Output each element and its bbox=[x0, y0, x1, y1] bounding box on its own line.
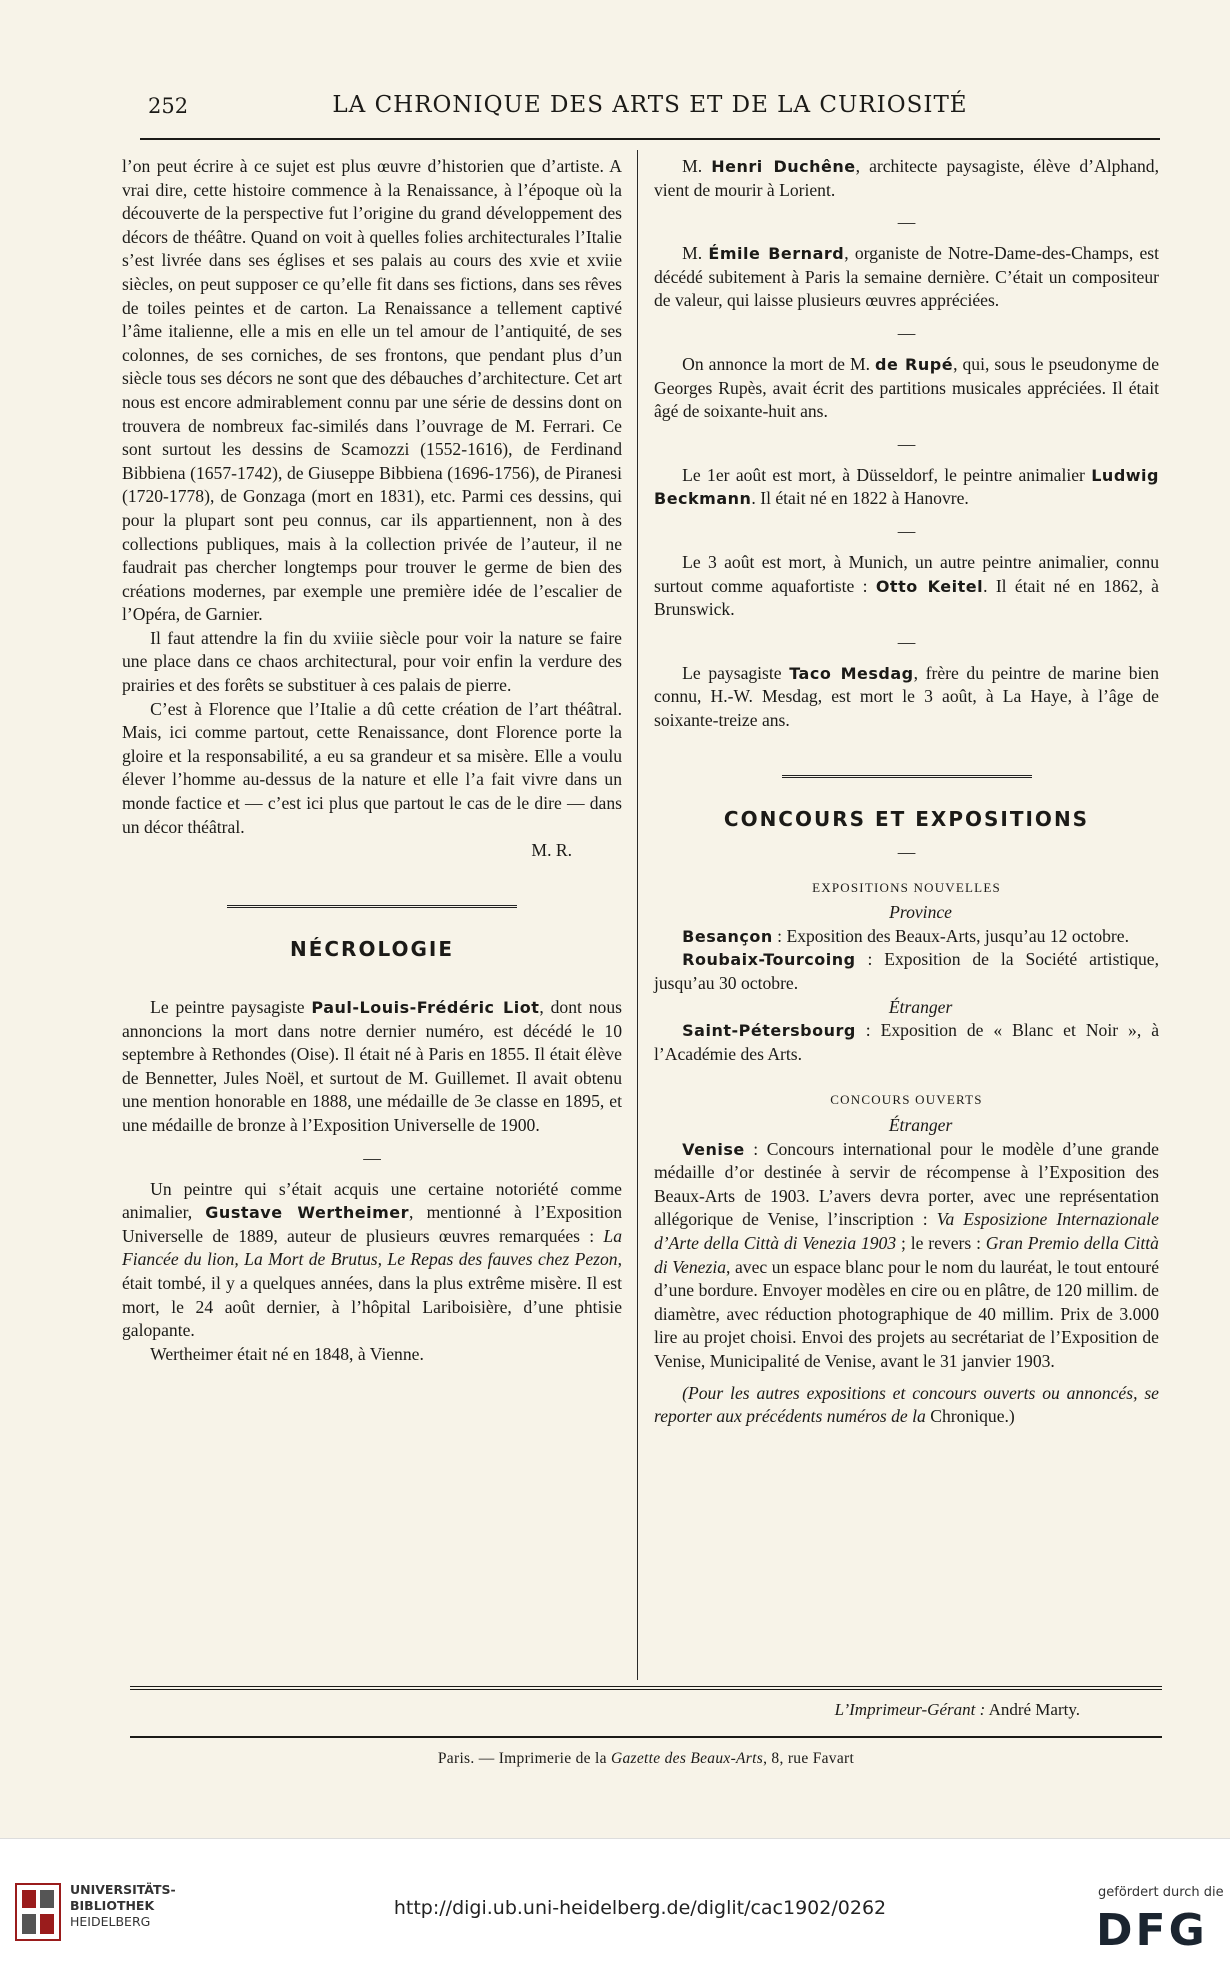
inscription-text: Va Esposizione Internazionale d’Arte della Città di Venezia 1903 bbox=[654, 1209, 1159, 1253]
dfg-logo: DFG bbox=[1096, 1905, 1208, 1956]
ornament-divider bbox=[122, 891, 622, 915]
person-name: Ludwig Beckmann bbox=[654, 465, 1159, 509]
editorial-note: (Pour les autres expositions et concours ouverts ou annoncés, se reporter aux précédents numéros de la Chronique.) bbox=[654, 1382, 1159, 1427]
column-divider bbox=[637, 150, 638, 1680]
obituary-paragraph: Le paysagiste Taco Mesdag, frère du peintre de marine bien connu, H.-W. Mesdag, est mort le 3 août, à La Haye, à l’âge de soixante-treize ans. bbox=[654, 662, 1159, 730]
subheading-etranger: Étranger bbox=[888, 1115, 953, 1136]
imprimeur-line: L’Imprimeur-Gérant : André Marty. bbox=[834, 1700, 1080, 1719]
subheading-concours-ouverts: CONCOURS OUVERTS bbox=[830, 1092, 983, 1108]
person-name: de Rupé bbox=[875, 354, 954, 374]
subheading-expositions: EXPOSITIONS NOUVELLES bbox=[812, 879, 1001, 895]
closing-rule bbox=[130, 1686, 1162, 1690]
obituary-paragraph: Le 1er août est mort, à Düsseldorf, le peintre animalier Ludwig Beckmann. Il était né en 1822 à Hanovre. bbox=[654, 464, 1159, 509]
reverse-text: Gran Premio della Città di Venezia bbox=[654, 1233, 1159, 1277]
subheading-province: Province bbox=[889, 902, 952, 923]
journal-title: LA CHRONIQUE DES ARTS ET DE LA CURIOSITÉ bbox=[332, 92, 968, 118]
header-rule bbox=[140, 138, 1160, 140]
dash-separator: — bbox=[897, 520, 916, 541]
obituary-paragraph: On annonce la mort de M. de Rupé, qui, sous le pseudonyme de Georges Rupès, avait écrit des partitions musicales appréciées. Il était âgé de soixante-huit ans. bbox=[654, 353, 1160, 422]
obituary-paragraph: Wertheimer était né en 1848, à Vienne. bbox=[150, 1343, 424, 1364]
person-name: Henri Duchêne bbox=[711, 157, 856, 176]
left-column bbox=[122, 155, 622, 1366]
article-signature: M. R. bbox=[531, 840, 572, 861]
person-name: Taco Mesdag bbox=[789, 663, 914, 683]
obituary-paragraph: Le peintre paysagiste Paul-Louis-Frédéric Liot, dont nous annoncions la mort dans notre dernier numéro, est décédé le 10 septembre à Rethondes (Oise). Il était né à Paris en 1855. Il était élève de Bennetter, Jules Noël, et surtout de M. Guillemet. Il avait obtenu une mention honorable en 1888, une médaille de 3e classe en 1895, et une médaille de bronze à l’Exposition Universelle de 1900. bbox=[122, 997, 622, 1135]
article-paragraph: C’est à Florence que l’Italie a dû cette création de l’art théâtral. Mais, ici comme partout, cette Renaissance, dont Florence porte la gloire et la responsabilité, a eu sa grandeur et sa misère. Elle a voulu élever l’homme au-dessus de la nature et elle l’a fait vivre dans un monde factice et — c’est ici plus que partout le cas de le dire — dans un décor théâtral. bbox=[122, 698, 622, 837]
section-heading-concours: CONCOURS ET EXPOSITIONS bbox=[723, 807, 1090, 832]
printer-footer: Paris. — Imprimerie de la Gazette des Beaux-Arts, 8, rue Favart bbox=[437, 1750, 855, 1767]
ornament-divider bbox=[654, 761, 1159, 785]
permalink-url[interactable]: http://digi.ub.uni-heidelberg.de/diglit/cac1902/0262 bbox=[393, 1897, 887, 1919]
article-paragraph: l’on peut écrire à ce sujet est plus œuvre d’historien que d’artiste. A vrai dire, cette histoire commence à la Renaissance, à l’époque où la découverte de la perspective fut l’origine du grand développement des décors de théâtre. Quand on voit à quelles folies architecturales l’Italie s’est livrée dans ses églises et ses palais au cours des xvie et xviie siècles, on peut supposer ce qu’elle fit dans ses fictions, dans ses rêves de toiles peintes et de carton. La Renaissance a tellement captivé l’âme italienne, elle a mis en elle un tel amour de l’antiquité, de ses colonnes, de ses corniches, de ses frontons, que pendant plus d’un siècle tous ses décors ne sont que des débauches d’architecture. Cet art nous est encore admirablement connu par une série de dessins dont on trouvera de nombreux fac-similés dans l’ouvrage de M. Ferrari. Ce sont surtout les dessins de Scamozzi (1552-1616), de Ferdinand Bibbiena (1657-1742), de Giuseppe Bibbiena (1696-1756), de Piranesi (1720-1778), de Gonzaga (mort en 1831), etc. Parmi ces dessins, qui pour la plupart sont peu connus, car ils appartiennent, non à des collections publiques, mais à la collection privée de l’auteur, il ne faudrait pas chercher longtemps pour trouver le germe de bien des créations modernes, par exemple une première idée de l’escalier de l’Opéra, de Garnier. bbox=[122, 156, 622, 625]
person-name: Émile Bernard bbox=[708, 244, 845, 264]
city-name: Roubaix-Tourcoing bbox=[682, 950, 856, 970]
obituary-paragraph: M. Henri Duchêne, architecte paysagiste, élève d’Alphand, vient de mourir à Lorient. bbox=[654, 156, 1159, 200]
page-header bbox=[140, 92, 1160, 126]
city-name: Besançon bbox=[682, 926, 773, 946]
obituary-paragraph: Le 3 août est mort, à Munich, un autre peintre animalier, connu surtout comme aquafortiste : Otto Keitel. Il était né en 1862, à Brunswick. bbox=[654, 551, 1159, 620]
dash-separator: — bbox=[897, 433, 916, 454]
obituary-paragraph: M. Émile Bernard, organiste de Notre-Dame-des-Champs, est décédé subitement à Paris la semaine dernière. C’était un compositeur de valeur, qui laisse plusieurs œuvres appréciées. bbox=[654, 243, 1159, 311]
listing-entry: Venise : Concours international pour le modèle d’une grande médaille d’or destinée à servir de récompense à l’Exposition des Beaux-Arts de 1903. L’avers devra porter, avec une représentation allégorique de Venise, l’inscription : Va Esposizione Internazionale d’Arte della Città di Venezia 1903 ; le revers : Gran Premio della Città di Venezia, avec un espace blanc pour le nom du lauréat, le tout entouré d’une bordure. Envoyer modèles en cire ou en plâtre, de 120 millim. de diamètre, avec réduction photographique de 40 millim. Prix de 3.000 lire au projet choisi. Envoi des projets au secrétariat de l’Exposition de Venise, Municipalité de Venise, avant le 31 janvier 1903. bbox=[654, 1138, 1159, 1371]
dash-separator: — bbox=[363, 1147, 381, 1168]
section-heading-necrologie: NÉCROLOGIE bbox=[289, 937, 455, 962]
dash-separator: — bbox=[897, 322, 916, 343]
person-name: Otto Keitel bbox=[875, 576, 984, 596]
library-name: UNIVERSITÄTS- BIBLIOTHEK HEIDELBERG bbox=[70, 1882, 176, 1929]
library-logo-icon bbox=[14, 1882, 62, 1942]
person-name: Gustave Wertheimer bbox=[205, 1203, 410, 1223]
city-name: Venise bbox=[682, 1139, 745, 1159]
city-name: Saint-Pétersbourg bbox=[682, 1021, 856, 1041]
listing-entry: Besançon : Exposition des Beaux-Arts, jusqu’au 12 octobre. bbox=[682, 925, 1129, 946]
footer-rule bbox=[130, 1736, 1162, 1738]
dash-separator: — bbox=[897, 841, 916, 862]
listing-entry: Roubaix-Tourcoing : Exposition de la Société artistique, jusqu’au 30 octobre. bbox=[654, 949, 1159, 994]
page-number: 252 bbox=[148, 94, 189, 118]
right-column bbox=[654, 155, 1159, 1429]
work-titles: La Fiancée du lion, La Mort de Brutus, Le Repas des fauves chez Pezon bbox=[122, 1225, 622, 1270]
subheading-etranger: Étranger bbox=[888, 996, 953, 1017]
article-paragraph: Il faut attendre la fin du xviiie siècle pour voir la nature se faire une place dans ce chaos architectural, pour voir enfin la verdure des prairies et des forêts se substituer à ces palais de pierre. bbox=[122, 627, 622, 696]
funding-label: gefördert durch die bbox=[1098, 1885, 1224, 1900]
person-name: Paul-Louis-Frédéric Liot bbox=[311, 998, 540, 1017]
dash-separator: — bbox=[897, 212, 916, 233]
obituary-paragraph: Un peintre qui s’était acquis une certaine notoriété comme animalier, Gustave Wertheimer, mentionné à l’Exposition Universelle de 1889, auteur de plusieurs œuvres remarquées : La Fiancée du lion, La Mort de Brutus, Le Repas des fauves chez Pezon, était tombé, il y a quelques années, dans la plus extrême misère. Il est mort, le 24 août dernier, à l’hôpital Lariboisière, d’une phtisie galopante. bbox=[122, 1178, 622, 1341]
dash-separator: — bbox=[897, 631, 916, 652]
listing-entry: Saint-Pétersbourg : Exposition de « Blanc et Noir », à l’Académie des Arts. bbox=[654, 1020, 1159, 1064]
